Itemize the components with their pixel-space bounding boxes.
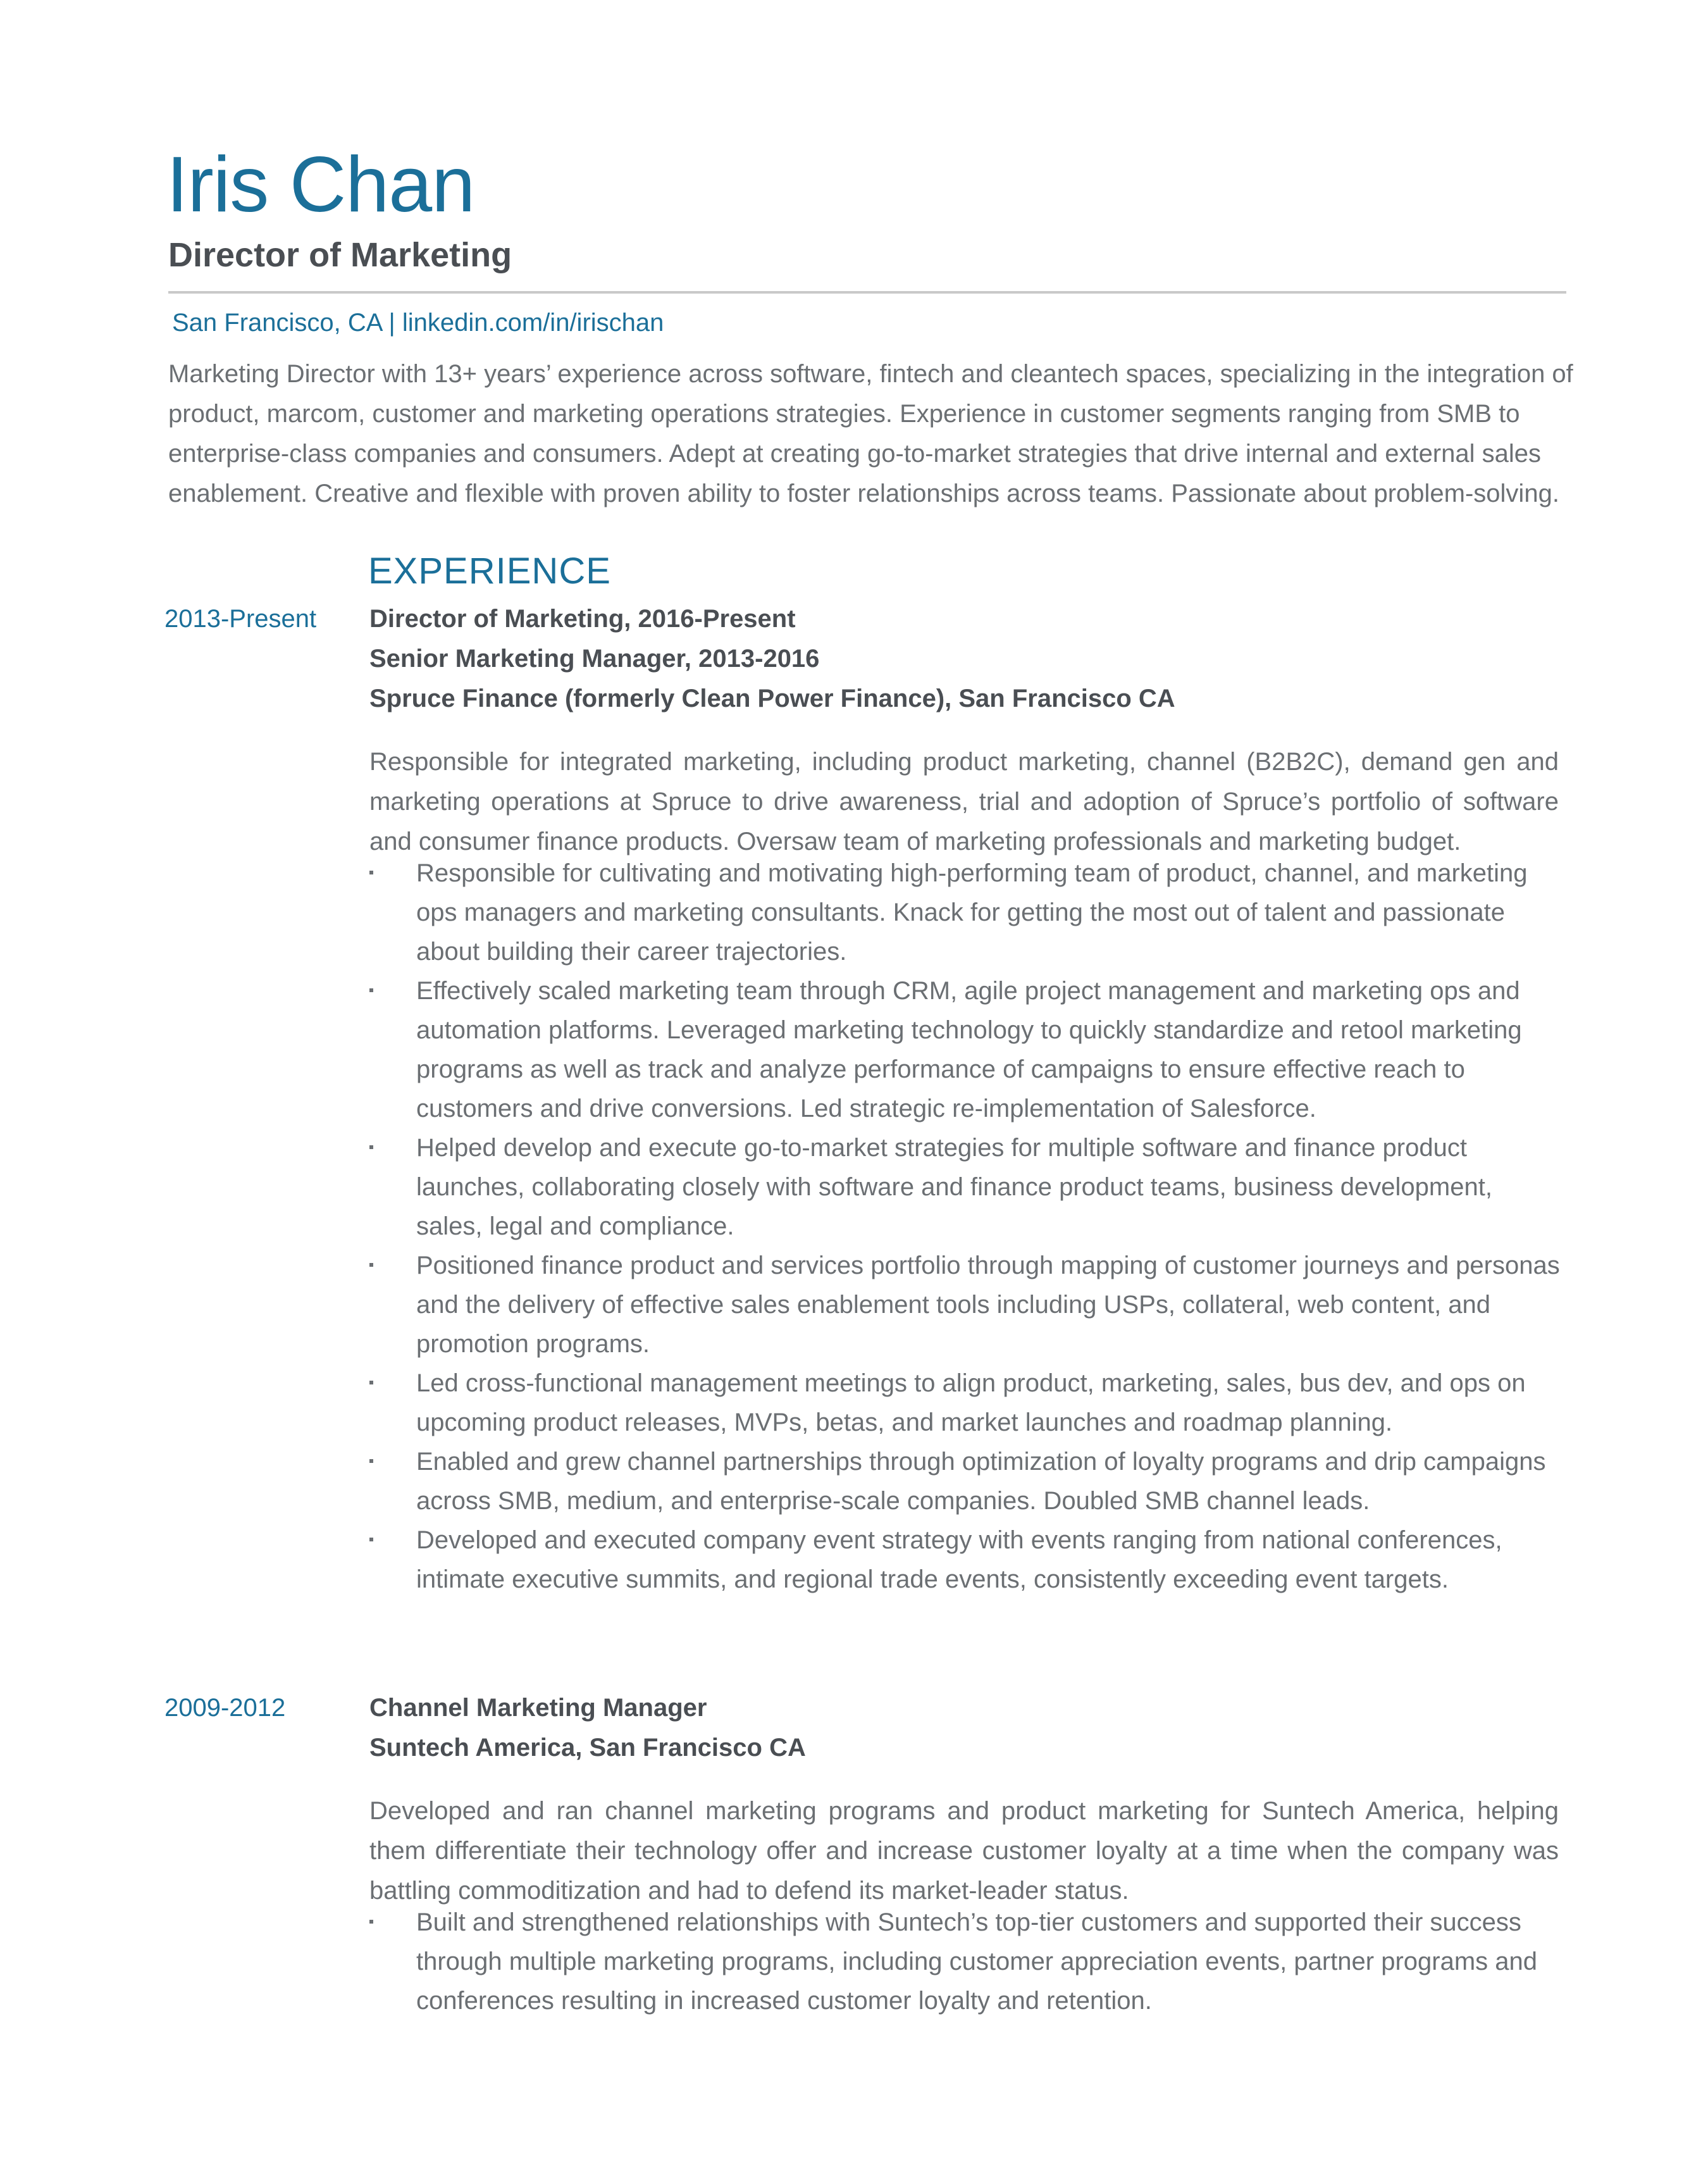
list-item	[369, 854, 1565, 971]
job-company: Suntech America, San Francisco CA	[369, 1734, 806, 1762]
bullet-icon	[369, 1263, 373, 1267]
list-item	[369, 1903, 1565, 2020]
summary-paragraph: Marketing Director with 13+ years’ experience across software, fintech and cleantech spaces, specializing in the integration of product, marcom, customer and marketing operations strategies. Experience in customer segments ranging from SMB to enterprise-class companies and consumers. Adept at creating go-to-market strategies that drive internal and external sales enablement. Creative and flexible with proven ability to foster relationships across teams. Passionate about problem-solving.	[168, 360, 1573, 507]
bullet-icon	[369, 1145, 373, 1149]
bullet-icon	[369, 871, 373, 874]
list-item	[369, 1128, 1565, 1246]
bullet-text: Developed and executed company event strategy with events ranging from national conferences, intimate executive summits, and regional trade events, consistently exceeding event targets.	[416, 1526, 1502, 1593]
job-bullet-list	[369, 1903, 1565, 2020]
candidate-title: Director of Marketing	[168, 236, 512, 274]
bullet-text: Helped develop and execute go-to-market strategies for multiple software and finance product launches, collaborating closely with software and finance product teams, business development, sales, legal and compliance.	[416, 1134, 1492, 1240]
header-divider	[168, 291, 1566, 294]
list-item	[369, 1246, 1565, 1364]
bullet-icon	[369, 988, 373, 992]
job-description: Responsible for integrated marketing, including product marketing, channel (B2B2C), demand gen and marketing operations at Spruce to drive awareness, trial and adoption of Spruce’s portfolio of software and consumer finance products. Oversaw team of marketing professionals and marketing budget.	[369, 748, 1559, 855]
bullet-text: Responsible for cultivating and motivating high-performing team of product, channel, and marketing ops managers and marketing consultants. Knack for getting the most out of talent and passionate about building their career trajectories.	[416, 859, 1528, 966]
job-description: Developed and ran channel marketing programs and product marketing for Suntech America, helping them differentiate their technology offer and increase customer loyalty at a time when the company was battling commoditization and had to defend its market-leader status.	[369, 1797, 1559, 1905]
bullet-icon	[369, 1920, 373, 1924]
list-item	[369, 971, 1565, 1128]
bullet-text: Built and strengthened relationships with Suntech’s top-tier customers and supported their success through multiple marketing programs, including customer appreciation events, partner programs and conferences resulting in increased customer loyalty and retention.	[416, 1908, 1538, 2015]
job-headings	[369, 599, 1571, 719]
job-dates: 2009-2012	[164, 1694, 286, 1722]
list-item	[369, 1364, 1565, 1442]
job-bullet-list	[369, 854, 1565, 1599]
bullet-text: Led cross-functional management meetings to align product, marketing, sales, bus dev, and ops on upcoming product releases, MVPs, betas, and market launches and roadmap planning.	[416, 1369, 1526, 1436]
job-role: Director of Marketing, 2016-Present	[369, 605, 796, 633]
contact-line: San Francisco, CA | linkedin.com/in/irischan	[172, 309, 664, 337]
bullet-icon	[369, 1459, 373, 1463]
bullet-text: Effectively scaled marketing team through CRM, agile project management and marketing ops and automation platforms. Leveraged marketing technology to quickly standardize and retool marketing programs as well as track and analyze performance of campaigns to ensure effective reach to customers and drive conversions. Led strategic re-implementation of Salesforce.	[416, 977, 1522, 1123]
bullet-icon	[369, 1538, 373, 1541]
candidate-name: Iris Chan	[166, 141, 475, 228]
bullet-text: Positioned finance product and services portfolio through mapping of customer journeys and personas and the delivery of effective sales enablement tools including USPs, collateral, web content, and promotion programs.	[416, 1252, 1560, 1358]
job-role: Senior Marketing Manager, 2013-2016	[369, 645, 820, 673]
job-role: Channel Marketing Manager	[369, 1694, 707, 1722]
bullet-icon	[369, 1381, 373, 1384]
job-headings	[369, 1688, 1571, 1768]
bullet-text: Enabled and grew channel partnerships through optimization of loyalty programs and drip campaigns across SMB, medium, and enterprise-scale companies. Doubled SMB channel leads.	[416, 1448, 1546, 1515]
list-item	[369, 1521, 1565, 1599]
job-dates: 2013-Present	[164, 605, 317, 633]
job-company: Spruce Finance (formerly Clean Power Finance), San Francisco CA	[369, 685, 1175, 712]
list-item	[369, 1442, 1565, 1521]
experience-heading: EXPERIENCE	[368, 550, 611, 592]
